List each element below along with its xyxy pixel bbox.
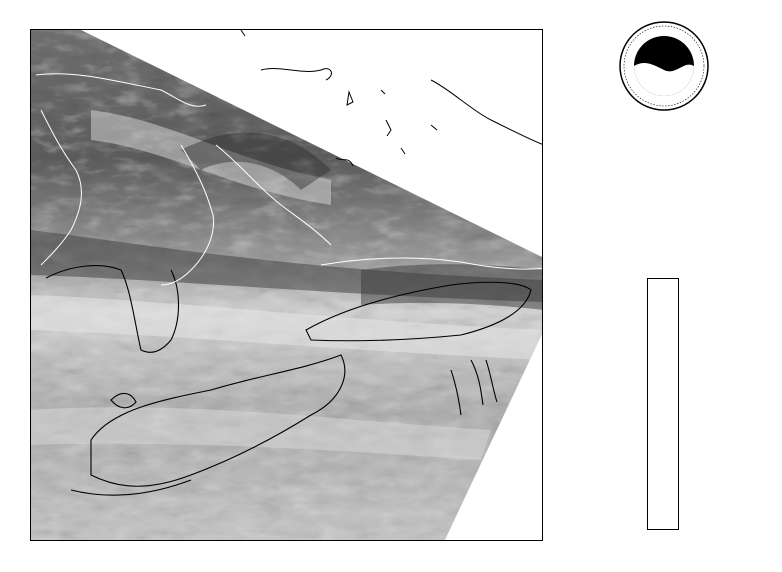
color-bar	[647, 278, 679, 530]
satellite-swath	[31, 30, 543, 541]
legend	[560, 0, 770, 572]
satellite-image-map	[30, 29, 543, 541]
map-svg	[31, 30, 543, 541]
